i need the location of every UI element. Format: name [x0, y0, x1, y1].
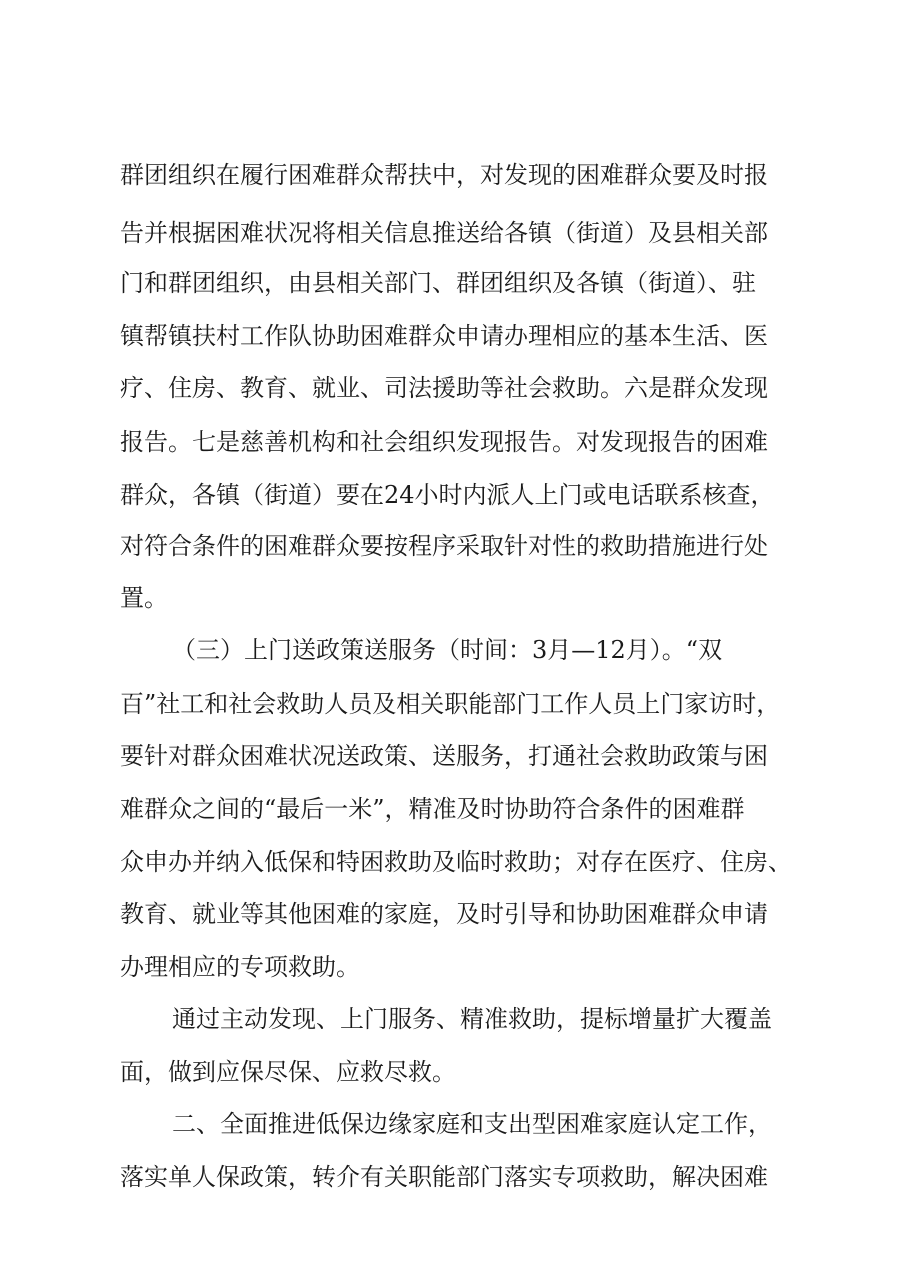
text-line: 众申办并纳入低保和特困救助及临时救助；对存在医疗、住房、	[120, 848, 792, 876]
text-line: 告并根据困难状况将相关信息推送给各镇（街道）及县相关部	[120, 219, 768, 247]
text-line: 面，做到应保尽保、应救尽救。	[120, 1058, 456, 1086]
text-line: 二、全面推进低保边缘家庭和支出型困难家庭认定工作，	[172, 1110, 772, 1138]
text-line: 办理相应的专项救助。	[120, 953, 360, 981]
text-line: 落实单人保政策，转介有关职能部门落实专项救助，解决困难	[120, 1163, 768, 1191]
text-line: 要针对群众困难状况送政策、送服务，打通社会救助政策与困	[120, 742, 768, 770]
text-line: 门和群团组织，由县相关部门、群团组织及各镇（街道）、驻	[120, 269, 756, 297]
text-line: 群众，各镇（街道）要在24小时内派人上门或电话联系核查，	[120, 481, 775, 509]
text-line: 镇帮镇扶村工作队协助困难群众申请办理相应的基本生活、医	[120, 322, 768, 350]
text-line: 疗、住房、教育、就业、司法援助等社会救助。六是群众发现	[120, 374, 768, 402]
text-line: 对符合条件的困难群众要按程序采取针对性的救助措施进行处	[120, 532, 768, 560]
text-line: 报告。七是慈善机构和社会组织发现报告。对发现报告的困难	[120, 428, 768, 456]
text-line: 难群众之间的“最后一米”，精准及时协助符合条件的困难群	[120, 795, 745, 823]
text-line: 置。	[120, 584, 168, 612]
text-line: 群团组织在履行困难群众帮扶中，对发现的困难群众要及时报	[120, 161, 768, 189]
text-line: 教育、就业等其他困难的家庭，及时引导和协助困难群众申请	[120, 900, 768, 928]
text-line: 百”社工和社会救助人员及相关职能部门工作人员上门家访时，	[120, 690, 781, 718]
text-line: 通过主动发现、上门服务、精准救助，提标增量扩大覆盖	[172, 1005, 772, 1033]
text-line: （三）上门送政策送服务（时间：3月—12月）。“双	[172, 636, 723, 664]
